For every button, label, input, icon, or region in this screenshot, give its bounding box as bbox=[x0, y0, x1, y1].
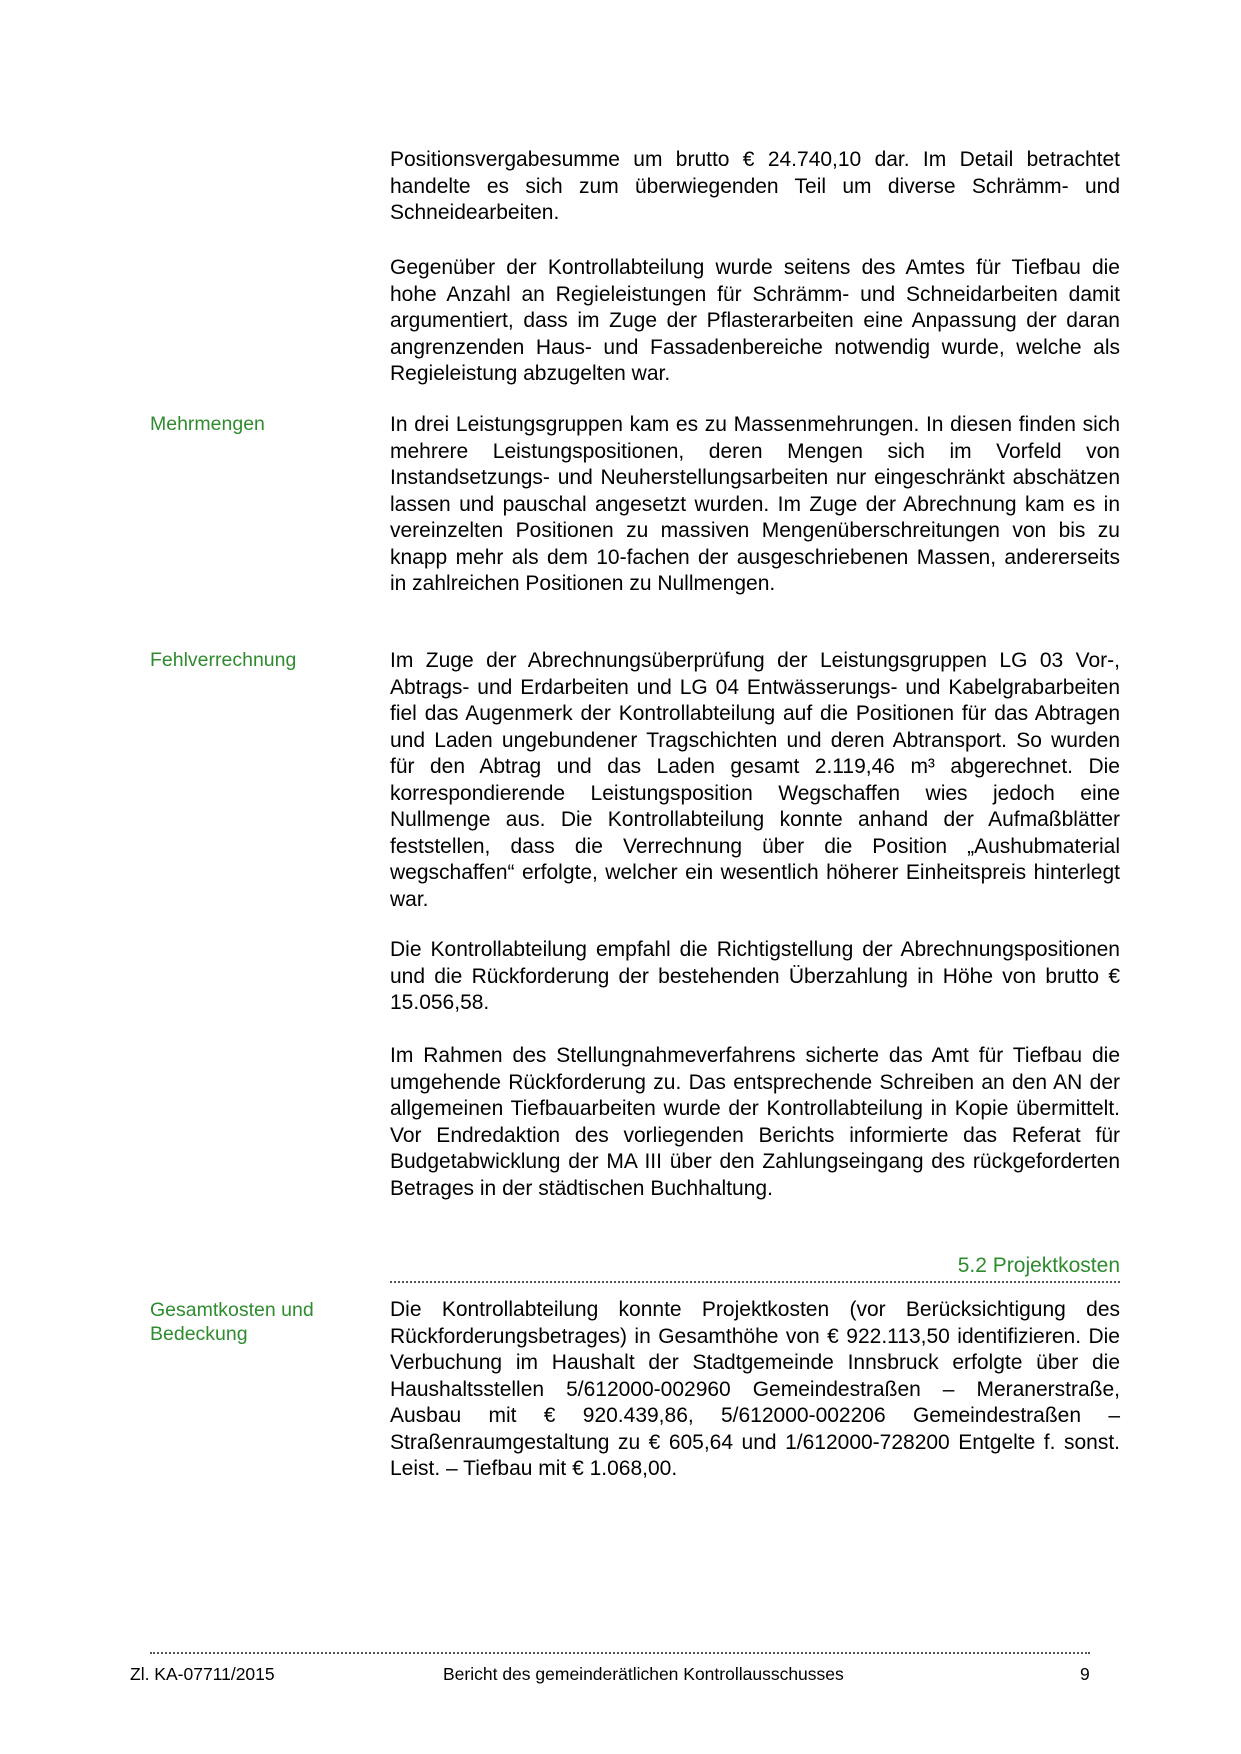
paragraph-7: Die Kontrollabteilung konnte Projektkosten (vor Berücksichtigung des Rückforderungsbetrages) in Gesamthöhe von € 922.113,50 identifizieren. Die Verbuchung im Haushalt der Stadtgemeinde Innsbruck erfolgte über die Haushaltsstellen 5/612000-002960 Gemeindestraßen – Meranerstraße, Ausbau mit € 920.439,86, 5/612000-002206 Gemeindestraßen – Straßenraumgestaltung zu € 605,64 und 1/612000-728200 Entgelte f. sonst. Leist. – Tiefbau mit € 1.068,00. bbox=[390, 1298, 1120, 1480]
page-number: 9 bbox=[1080, 1664, 1090, 1684]
section-divider bbox=[390, 1281, 1120, 1283]
paragraph-5: Die Kontrollabteilung empfahl die Richtigstellung der Abrechnungspositionen und die Rückforderung der bestehenden Überzahlung in Höhe von brutto € 15.056,58. bbox=[390, 938, 1120, 1014]
paragraph-1: Positionsvergabesumme um brutto € 24.740,10 dar. Im Detail betrachtet handelte es sich zum überwiegenden Teil um diverse Schrämm- und Schneidearbeiten. bbox=[390, 148, 1120, 224]
paragraph-6: Im Rahmen des Stellungnahmeverfahrens sicherte das Amt für Tiefbau die umgehende Rückforderung zu. Das entsprechende Schreiben an den AN der allgemeinen Tiefbauarbeiten wurde der Kontrollabteilung in Kopie übermittelt. Vor Endredaktion des vorliegenden Berichts informierte das Referat für Budgetabwicklung der MA III über den Zahlungseingang des rückgeforderten Betrages in der städtischen Buchhaltung. bbox=[390, 1044, 1120, 1200]
footer-title: Bericht des gemeinderätlichen Kontrollausschusses bbox=[443, 1664, 844, 1684]
footer-divider bbox=[150, 1652, 1090, 1654]
margin-label-gesamtkosten-line1: Gesamtkosten und bbox=[150, 1299, 314, 1321]
paragraph-2: Gegenüber der Kontrollabteilung wurde seitens des Amtes für Tiefbau die hohe Anzahl an Regieleistungen für Schrämm- und Schneidarbeiten damit argumentiert, dass im Zuge der Pflasterarbeiten eine Anpassung der daran angrenzenden Haus- und Fassadenbereiche notwendig wurde, welche als Regieleistung abzugelten war. bbox=[390, 256, 1120, 385]
paragraph-4: Im Zuge der Abrechnungsüberprüfung der Leistungsgruppen LG 03 Vor-, Abtrags- und Erdarbeiten und LG 04 Entwässerungs- und Kabelgrabarbeiten fiel das Augenmerk der Kontrollabteilung auf die Positionen für das Abtragen und Laden ungebundener Tragschichten und deren Abtransport. So wurden für den Abtrag und das Laden gesamt 2.119,46 m³ abgerechnet. Die korrespondierende Leistungsposition Wegschaffen wies jedoch eine Nullmenge aus. Die Kontrollabteilung konnte anhand der Aufmaßblätter feststellen, dass die Verrechnung über die Position „Aushubmaterial wegschaffen“ erfolgte, welcher ein wesentlich höherer Einheitspreis hinterlegt war. bbox=[390, 649, 1120, 911]
section-heading-projektkosten: 5.2 Projektkosten bbox=[957, 1254, 1120, 1277]
footer-reference: Zl. KA-07711/2015 bbox=[130, 1664, 275, 1684]
paragraph-3: In drei Leistungsgruppen kam es zu Massenmehrungen. In diesen finden sich mehrere Leistungspositionen, deren Mengen sich im Vorfeld von Instandsetzungs- und Neuherstellungsarbeiten nur eingeschränkt abschätzen lassen und pauschal angesetzt wurden. Im Zuge der Abrechnung kam es in vereinzelten Positionen zu massiven Mengenüberschreitungen von bis zu knapp mehr als dem 10-fachen der ausgeschriebenen Massen, andererseits in zahlreichen Positionen zu Nullmengen. bbox=[390, 413, 1120, 595]
margin-label-fehlverrechnung: Fehlverrechnung bbox=[150, 649, 297, 671]
margin-label-mehrmengen: Mehrmengen bbox=[150, 413, 265, 435]
margin-label-gesamtkosten-line2: Bedeckung bbox=[150, 1323, 248, 1345]
margin-label-gesamtkosten bbox=[150, 1298, 370, 1346]
